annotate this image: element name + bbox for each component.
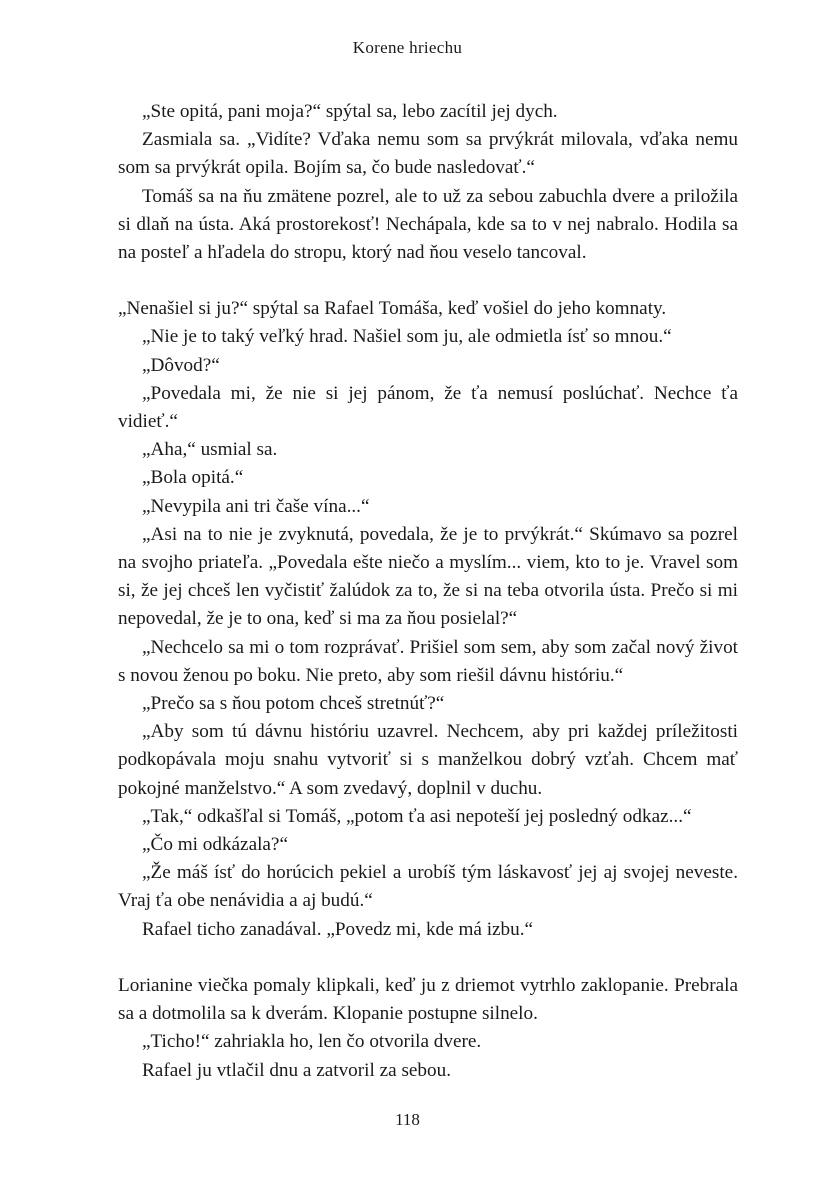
paragraph: „Aha,“ usmial sa.: [142, 439, 278, 461]
body-text: [118, 98, 738, 1085]
paragraph: „Ticho!“ zahriakla ho, len čo otvorila dvere.: [142, 1031, 482, 1053]
paragraph: Tomáš sa na ňu zmätene pozrel, ale to už za sebou zabuchla dvere a priložila si dlaň na ústa. Aká prostorekosť! Nechápala, kde sa to v nej nabralo. Hodila sa na posteľ a hľadela do stropu, ktorý nad ňou veselo tancoval.: [118, 185, 738, 264]
paragraph-section-start: „Nenašiel si ju?“ spýtal sa Rafael Tomáša, keď vošiel do jeho komnaty.: [118, 298, 667, 320]
paragraph-section-start: Lorianine viečka pomaly klipkali, keď ju z driemot vytrhlo zaklopanie. Prebrala sa a dotmolila sa k dverám. Klopanie postupne silnelo.: [118, 974, 738, 1025]
paragraph: „Asi na to nie je zvyknutá, povedala, že je to prvýkrát.“ Skúmavo sa pozrel na svojho priateľa. „Povedala ešte niečo a myslím... viem, kto to je. Vravel som si, že jej chceš len vyčistiť žalúdok za to, že si na teba otvorila ústa. Prečo si mi nepovedal, že je to ona, keď si ma za ňou posielal?“: [118, 523, 738, 630]
paragraph: „Bola opitá.“: [142, 467, 244, 489]
running-head: Korene hriechu: [352, 38, 463, 57]
paragraph: „Povedala mi, že nie si jej pánom, že ťa nemusí poslúchať. Nechce ťa vidieť.“: [118, 382, 738, 433]
paragraph: Rafael ticho zanadával. „Povedz mi, kde má izbu.“: [142, 918, 534, 940]
paragraph: „Tak,“ odkašľal si Tomáš, „potom ťa asi nepoteší jej posledný odkaz...“: [142, 805, 692, 827]
paragraph: „Nie je to taký veľký hrad. Našiel som ju, ale odmietla ísť so mnou.“: [142, 326, 672, 348]
paragraph: „Čo mi odkázala?“: [142, 834, 288, 856]
paragraph: „Nevypila ani tri čaše vína...“: [142, 495, 370, 517]
paragraph: „Nechcelo sa mi o tom rozprávať. Prišiel som sem, aby som začal nový život s novou ženou po boku. Nie preto, aby som riešil dávnu históriu.“: [118, 636, 738, 686]
paragraph: „Aby som tú dávnu históriu uzavrel. Nechcem, aby pri každej príležitosti podkopávala moju snahu vytvoriť si s manželkou dobrý vzťah. Chcem mať pokojné manželstvo.“ A som zvedavý, doplnil v duchu.: [118, 721, 738, 799]
paragraph: „Ste opitá, pani moja?“ spýtal sa, lebo zacítil jej dych.: [142, 101, 558, 122]
paragraph: Zasmiala sa. „Vidíte? Vďaka nemu som sa prvýkrát milovala, vďaka nemu som sa prvýkrát opila. Bojím sa, čo bude nasledovať.“: [118, 129, 738, 179]
paragraph: „Že máš ísť do horúcich pekiel a urobíš tým láskavosť jej aj svojej neveste. Vraj ťa obe nenávidia a aj budú.“: [118, 862, 738, 912]
page-number: 118: [395, 1110, 420, 1129]
paragraph: Rafael ju vtlačil dnu a zatvoril za sebou.: [142, 1059, 452, 1081]
paragraph: „Prečo sa s ňou potom chceš stretnúť?“: [142, 693, 445, 715]
paragraph: „Dôvod?“: [142, 354, 220, 376]
